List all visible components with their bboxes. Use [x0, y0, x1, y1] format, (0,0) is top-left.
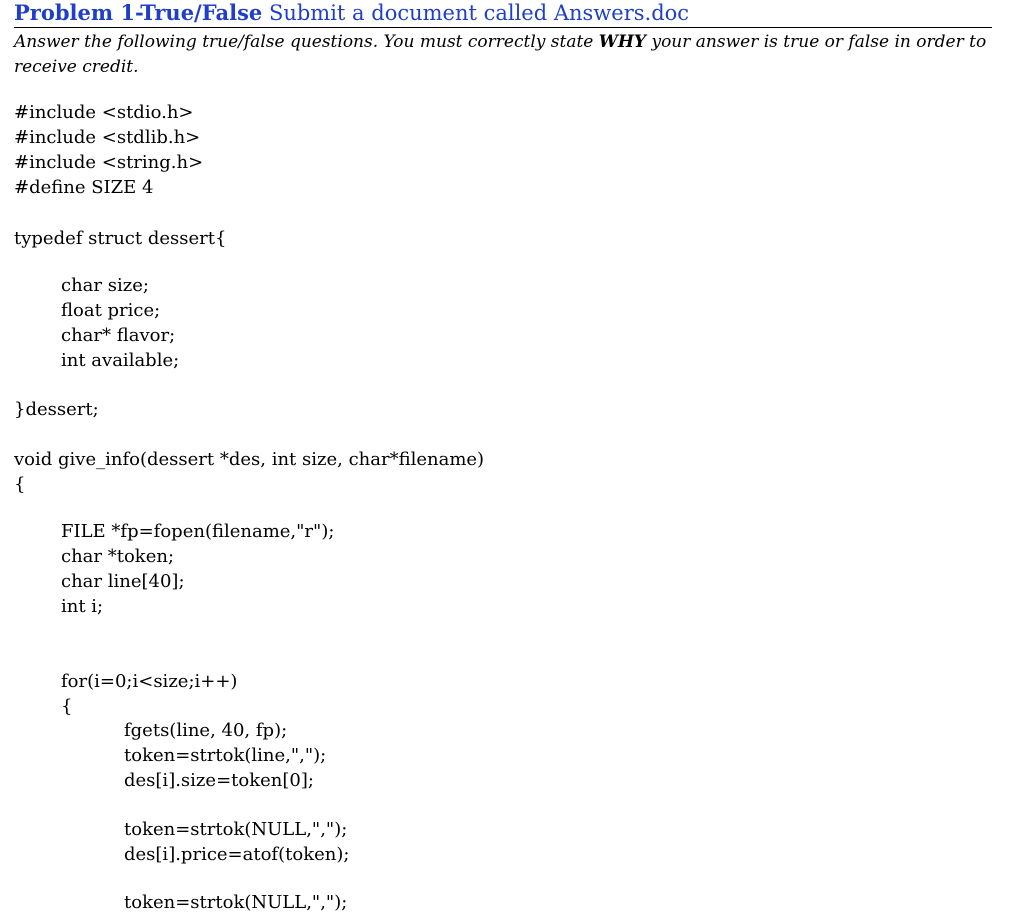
code-line: int available;: [61, 350, 180, 371]
instructions-emphasis: WHY: [598, 32, 647, 52]
code-line: #include <stdlib.h>: [14, 127, 201, 148]
code-line: des[i].size=token[0];: [124, 770, 314, 791]
problem-heading: [14, 0, 992, 28]
code-line: #include <string.h>: [14, 152, 204, 173]
code-line: for(i=0;i<size;i++): [61, 671, 238, 692]
code-line: FILE *fp=fopen(filename,"r");: [61, 521, 335, 542]
code-line: char line[40];: [61, 571, 185, 592]
code-line: {: [61, 696, 73, 717]
problem-title: Problem 1-True/False: [14, 0, 263, 25]
problem-subtitle: Submit a document called Answers.doc: [268, 1, 690, 25]
code-line: token=strtok(line,",");: [124, 745, 327, 766]
code-line: des[i].price=atof(token);: [124, 844, 350, 865]
code-line: char* flavor;: [61, 325, 176, 346]
code-line: char size;: [61, 275, 149, 296]
code-line: #include <stdio.h>: [14, 102, 194, 123]
code-line: token=strtok(NULL,",");: [124, 892, 348, 913]
code-line: }dessert;: [14, 399, 99, 420]
code-line: #define SIZE 4: [14, 177, 154, 198]
code-line: {: [14, 474, 26, 495]
code-line: int i;: [61, 596, 104, 617]
code-line: char *token;: [61, 546, 175, 567]
code-line: float price;: [61, 300, 161, 321]
instructions-text-end: your answer is true or false in order to receive credit.: [14, 32, 987, 77]
code-line: fgets(line, 40, fp);: [124, 720, 288, 741]
code-line: typedef struct dessert{: [14, 228, 227, 249]
instructions-text-start: Answer the following true/false questions. You must correctly state: [14, 32, 599, 52]
code-line: void give_info(dessert *des, int size, char*filename): [14, 449, 485, 470]
code-line: token=strtok(NULL,",");: [124, 819, 348, 840]
instructions-paragraph: [14, 30, 989, 80]
